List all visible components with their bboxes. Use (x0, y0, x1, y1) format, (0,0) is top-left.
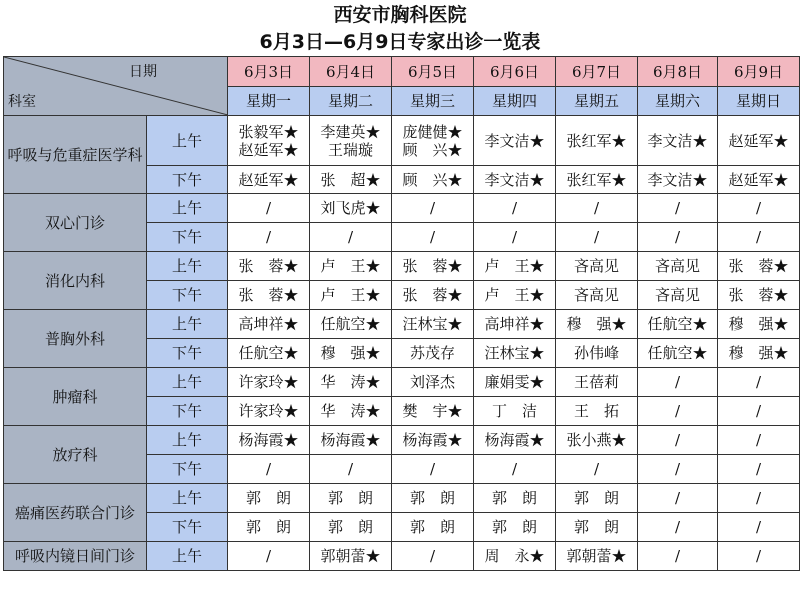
doctor-name: 赵延军★ (238, 140, 299, 159)
doctor-name: / (674, 431, 681, 449)
doctor-name: / (755, 373, 762, 391)
doctor-cell (638, 252, 718, 281)
date-header-cell: 6月3日 (228, 57, 310, 87)
doctor-cell (556, 116, 638, 166)
date-header-cell: 6月5日 (392, 57, 474, 87)
doctor-cell (718, 455, 800, 484)
doctor-name: 刘飞虎★ (320, 199, 381, 217)
doctor-cell (392, 281, 474, 310)
doctor-name: 张 蓉★ (238, 286, 299, 304)
doctor-cell (310, 542, 392, 571)
doctor-name: / (511, 228, 518, 246)
doctor-name: 顾 兴★ (402, 140, 463, 159)
doctor-name: 张毅军★ (238, 122, 299, 141)
doctor-cell (310, 397, 392, 426)
doctor-cell (392, 116, 474, 166)
doctor-name: 张 蓉★ (728, 286, 789, 304)
department-name: 普胸外科 (4, 310, 147, 368)
date-header-row (4, 57, 800, 87)
doctor-name: 张 蓉★ (238, 257, 299, 275)
doctor-cell (556, 281, 638, 310)
doctor-cell (718, 397, 800, 426)
period-label: 上午 (147, 252, 228, 281)
doctor-name: 郭 朗 (409, 489, 455, 507)
doctor-name: / (429, 460, 436, 478)
doctor-name: 任航空★ (238, 344, 299, 362)
doctor-name: / (429, 547, 436, 565)
doctor-cell (474, 194, 556, 223)
doctor-name: 卢 王★ (484, 257, 545, 275)
doctor-name: / (265, 228, 272, 246)
doctor-cell (556, 310, 638, 339)
doctor-cell (310, 281, 392, 310)
doctor-name: / (674, 228, 681, 246)
doctor-cell (392, 223, 474, 252)
schedule-row (4, 542, 800, 571)
doctor-cell (556, 166, 638, 194)
doctor-name: 张 超★ (320, 170, 381, 189)
doctor-cell (638, 310, 718, 339)
doctor-name: 郭 朗 (409, 518, 455, 536)
weekday-header-cell: 星期六 (638, 87, 718, 116)
doctor-cell (392, 513, 474, 542)
doctor-cell (228, 116, 310, 166)
doctor-cell (310, 223, 392, 252)
doctor-name: 汪林宝★ (402, 315, 463, 333)
doctor-name: 郭 朗 (491, 489, 537, 507)
doctor-cell (638, 166, 718, 194)
doctor-cell (228, 397, 310, 426)
doctor-cell (718, 252, 800, 281)
doctor-name: 杨海霞★ (320, 431, 381, 449)
doctor-cell (392, 310, 474, 339)
doctor-name: 张小燕★ (566, 431, 627, 449)
weekday-header-cell: 星期一 (228, 87, 310, 116)
doctor-name: 樊 宇★ (402, 402, 463, 420)
doctor-cell (228, 194, 310, 223)
doctor-cell (474, 339, 556, 368)
period-label: 上午 (147, 426, 228, 455)
doctor-name: 汪林宝★ (484, 344, 545, 362)
doctor-name: / (674, 402, 681, 420)
doctor-cell (310, 194, 392, 223)
doctor-cell (556, 542, 638, 571)
schedule-row (4, 368, 800, 397)
doctor-name: 张 蓉★ (402, 286, 463, 304)
period-label: 下午 (147, 281, 228, 310)
doctor-name: / (755, 228, 762, 246)
doctor-name: 郭 朗 (491, 518, 537, 536)
doctor-name: / (755, 460, 762, 478)
date-axis-label: 日期 (129, 64, 157, 80)
doctor-cell (474, 310, 556, 339)
doctor-name: 高坤祥★ (238, 315, 299, 333)
doctor-name: 丁 洁 (491, 402, 537, 420)
doctor-cell (310, 513, 392, 542)
corner-diagonal (4, 57, 228, 115)
schedule-row (4, 310, 800, 339)
doctor-name: / (674, 199, 681, 217)
doctor-name: / (593, 199, 600, 217)
doctor-cell (392, 397, 474, 426)
doctor-cell (638, 116, 718, 166)
doctor-cell (474, 455, 556, 484)
doctor-cell (638, 281, 718, 310)
doctor-cell (228, 368, 310, 397)
doctor-name: / (265, 460, 272, 478)
doctor-cell (718, 339, 800, 368)
weekday-header-cell: 星期二 (310, 87, 392, 116)
doctor-cell (638, 194, 718, 223)
doctor-cell (638, 542, 718, 571)
doctor-name: 郭 朗 (245, 489, 291, 507)
doctor-cell (718, 542, 800, 571)
doctor-cell (638, 368, 718, 397)
date-header-cell: 6月8日 (638, 57, 718, 87)
doctor-cell (718, 484, 800, 513)
doctor-cell (556, 484, 638, 513)
doctor-name: 王蓓莉 (573, 373, 619, 391)
doctor-cell (228, 542, 310, 571)
doctor-name: 李文洁★ (484, 170, 545, 189)
doctor-cell (474, 426, 556, 455)
doctor-name: 杨海霞★ (238, 431, 299, 449)
doctor-cell (228, 426, 310, 455)
doctor-cell (638, 397, 718, 426)
doctor-name: 华 涛★ (320, 373, 381, 391)
doctor-name: / (511, 199, 518, 217)
hospital-title: 西安市胸科医院 (333, 4, 467, 26)
doctor-name: / (755, 402, 762, 420)
date-header-cell: 6月6日 (474, 57, 556, 87)
doctor-cell (718, 223, 800, 252)
doctor-name: 许家玲★ (238, 402, 299, 420)
period-label: 上午 (147, 116, 228, 166)
department-name: 癌痛医药联合门诊 (4, 484, 147, 542)
schedule-row (4, 426, 800, 455)
doctor-cell (718, 426, 800, 455)
doctor-name: 郭朝蕾★ (566, 547, 627, 565)
doctor-name: 任航空★ (320, 315, 381, 333)
doctor-cell (228, 281, 310, 310)
doctor-cell (392, 339, 474, 368)
doctor-name: 许家玲★ (238, 373, 299, 391)
doctor-name: 李建英★ (320, 122, 381, 141)
doctor-name: 华 涛★ (320, 402, 381, 420)
doctor-cell (228, 339, 310, 368)
doctor-name: 杨海霞★ (484, 431, 545, 449)
doctor-name: 吝高见 (573, 286, 619, 304)
doctor-cell (638, 223, 718, 252)
doctor-cell (718, 116, 800, 166)
doctor-cell (638, 455, 718, 484)
doctor-cell (228, 252, 310, 281)
doctor-name: / (429, 228, 436, 246)
doctor-cell (718, 368, 800, 397)
doctor-name: / (429, 199, 436, 217)
doctor-cell (310, 116, 392, 166)
doctor-cell (556, 455, 638, 484)
doctor-name: / (674, 518, 681, 536)
doctor-cell (310, 455, 392, 484)
doctor-name: / (755, 518, 762, 536)
date-header-cell: 6月9日 (718, 57, 800, 87)
doctor-cell (228, 484, 310, 513)
doctor-name: 孙伟峰 (573, 344, 619, 362)
doctor-cell (474, 368, 556, 397)
corner-header (4, 57, 228, 116)
period-label: 下午 (147, 166, 228, 194)
doctor-cell (556, 397, 638, 426)
doctor-cell (718, 194, 800, 223)
doctor-name: 高坤祥★ (484, 315, 545, 333)
doctor-name: 李文洁★ (647, 170, 708, 189)
doctor-cell (392, 368, 474, 397)
department-name: 呼吸与危重症医学科 (4, 116, 147, 194)
doctor-cell (718, 166, 800, 194)
doctor-cell (474, 223, 556, 252)
doctor-cell (474, 166, 556, 194)
doctor-cell (310, 166, 392, 194)
doctor-cell (474, 397, 556, 426)
doctor-cell (556, 194, 638, 223)
doctor-name: 卢 王★ (320, 286, 381, 304)
doctor-name: 郭 朗 (573, 489, 619, 507)
doctor-cell (556, 252, 638, 281)
period-label: 上午 (147, 310, 228, 339)
doctor-name: / (347, 460, 354, 478)
doctor-name: 穆 强★ (566, 315, 627, 333)
doctor-cell (310, 252, 392, 281)
doctor-name: 任航空★ (647, 315, 708, 333)
doctor-cell (310, 426, 392, 455)
doctor-name: 吝高见 (573, 257, 619, 275)
doctor-cell (556, 223, 638, 252)
doctor-name: / (674, 547, 681, 565)
doctor-cell (392, 194, 474, 223)
schedule-row (4, 194, 800, 223)
doctor-name: 刘泽杰 (409, 373, 455, 391)
doctor-cell (556, 339, 638, 368)
period-label: 下午 (147, 455, 228, 484)
doctor-name: / (347, 228, 354, 246)
department-name: 肿瘤科 (4, 368, 147, 426)
doctor-name: 李文洁★ (484, 131, 545, 150)
doctor-cell (310, 339, 392, 368)
doctor-name: 卢 王★ (320, 257, 381, 275)
date-header-cell: 6月4日 (310, 57, 392, 87)
doctor-name: 庞健健★ (402, 122, 463, 141)
doctor-cell (474, 513, 556, 542)
department-name: 呼吸内镜日间门诊 (4, 542, 147, 571)
doctor-name: / (755, 431, 762, 449)
schedule-table (3, 56, 800, 571)
doctor-name: / (755, 489, 762, 507)
doctor-cell (718, 513, 800, 542)
doctor-cell (556, 426, 638, 455)
doctor-cell (228, 455, 310, 484)
schedule-row (4, 116, 800, 166)
doctor-name: 郭 朗 (327, 518, 373, 536)
doctor-cell (638, 513, 718, 542)
department-name: 放疗科 (4, 426, 147, 484)
doctor-name: 周 永★ (484, 547, 545, 565)
doctor-cell (474, 542, 556, 571)
doctor-cell (556, 513, 638, 542)
schedule-subtitle: 6月3日—6月9日专家出诊一览表 (259, 31, 541, 53)
doctor-cell (228, 166, 310, 194)
doctor-cell (392, 542, 474, 571)
department-name: 消化内科 (4, 252, 147, 310)
doctor-name: 郭朝蕾★ (320, 547, 381, 565)
doctor-name: 郭 朗 (245, 518, 291, 536)
period-label: 下午 (147, 339, 228, 368)
doctor-cell (474, 252, 556, 281)
doctor-cell (392, 166, 474, 194)
doctor-cell (474, 484, 556, 513)
weekday-header-cell: 星期三 (392, 87, 474, 116)
doctor-cell (228, 310, 310, 339)
schedule-row (4, 484, 800, 513)
doctor-name: 王 拓 (573, 402, 619, 420)
doctor-cell (556, 368, 638, 397)
doctor-name: 赵延军★ (728, 170, 789, 189)
doctor-cell (310, 368, 392, 397)
weekday-header-cell: 星期四 (474, 87, 556, 116)
weekday-header-cell: 星期五 (556, 87, 638, 116)
date-header-cell: 6月7日 (556, 57, 638, 87)
doctor-cell (638, 339, 718, 368)
doctor-cell (638, 484, 718, 513)
doctor-name: 张红军★ (566, 131, 627, 150)
doctor-cell (310, 310, 392, 339)
doctor-cell (228, 513, 310, 542)
weekday-header-cell: 星期日 (718, 87, 800, 116)
doctor-cell (638, 426, 718, 455)
doctor-name: 顾 兴★ (402, 170, 463, 189)
doctor-cell (228, 223, 310, 252)
doctor-cell (392, 426, 474, 455)
period-label: 上午 (147, 194, 228, 223)
doctor-name: 张红军★ (566, 170, 627, 189)
doctor-name: / (755, 199, 762, 217)
doctor-cell (392, 455, 474, 484)
doctor-name: / (674, 489, 681, 507)
doctor-name: 吝高见 (654, 286, 700, 304)
doctor-cell (718, 310, 800, 339)
doctor-name: / (755, 547, 762, 565)
doctor-name: / (511, 460, 518, 478)
doctor-name: / (674, 460, 681, 478)
doctor-cell (474, 281, 556, 310)
doctor-name: / (593, 460, 600, 478)
doctor-cell (392, 484, 474, 513)
doctor-name: 李文洁★ (647, 131, 708, 150)
doctor-cell (392, 252, 474, 281)
doctor-name: / (265, 547, 272, 565)
doctor-name: 穆 强★ (728, 315, 789, 333)
doctor-name: 赵延军★ (238, 170, 299, 189)
period-label: 下午 (147, 223, 228, 252)
doctor-cell (474, 116, 556, 166)
period-label: 下午 (147, 513, 228, 542)
doctor-name: / (674, 373, 681, 391)
department-axis-label: 科室 (8, 94, 36, 110)
doctor-name: 张 蓉★ (728, 257, 789, 275)
doctor-name: 王瑞璇 (327, 140, 373, 159)
doctor-name: / (593, 228, 600, 246)
doctor-name: 穆 强★ (728, 344, 789, 362)
doctor-name: 穆 强★ (320, 344, 381, 362)
doctor-name: 廉娟雯★ (484, 373, 545, 391)
doctor-name: 张 蓉★ (402, 257, 463, 275)
doctor-name: 郭 朗 (573, 518, 619, 536)
period-label: 下午 (147, 397, 228, 426)
period-label: 上午 (147, 484, 228, 513)
doctor-name: 任航空★ (647, 344, 708, 362)
doctor-name: 苏茂存 (409, 344, 455, 362)
doctor-name: 吝高见 (654, 257, 700, 275)
doctor-name: 杨海霞★ (402, 431, 463, 449)
doctor-name: 赵延军★ (728, 131, 789, 150)
department-name: 双心门诊 (4, 194, 147, 252)
doctor-name: 卢 王★ (484, 286, 545, 304)
doctor-name: 郭 朗 (327, 489, 373, 507)
period-label: 上午 (147, 542, 228, 571)
schedule-row (4, 252, 800, 281)
doctor-cell (310, 484, 392, 513)
period-label: 上午 (147, 368, 228, 397)
doctor-name: / (265, 199, 272, 217)
doctor-cell (718, 281, 800, 310)
